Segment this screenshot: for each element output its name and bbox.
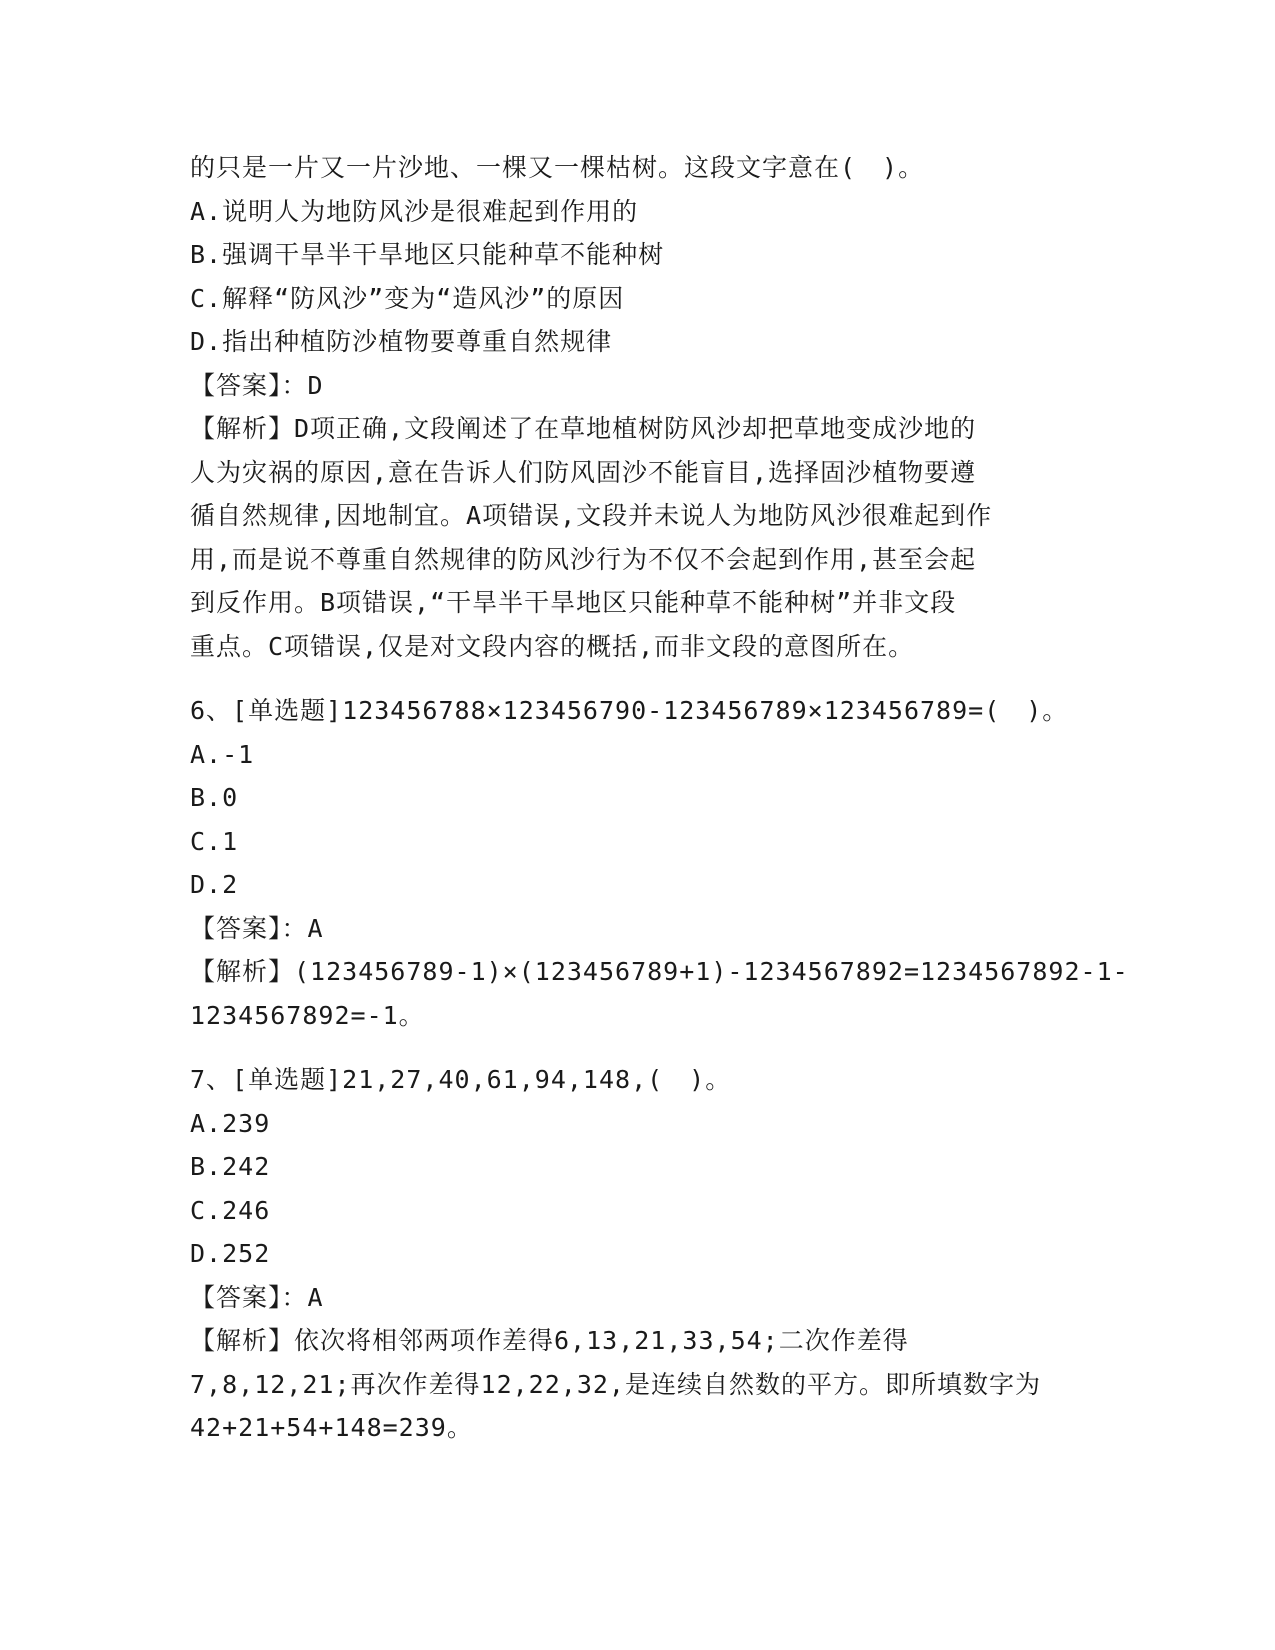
question-spacer [190, 1037, 1090, 1058]
option-a: A.239 [190, 1108, 271, 1138]
option-c: C.1 [190, 826, 239, 856]
question-stem: 的只是一片又一片沙地、一棵又一棵枯树。这段文字意在( )。 [190, 153, 925, 182]
question-5 [190, 146, 1090, 668]
option-b: B.强调干旱半干旱地区只能种草不能种树 [190, 240, 665, 269]
analysis-line: 1234567892=-1。 [190, 1000, 425, 1030]
option-c: C.解释“防风沙”变为“造风沙”的原因 [190, 283, 625, 313]
analysis-line: 42+21+54+148=239。 [190, 1413, 473, 1442]
question-stem: 6、[单选题]123456788×123456790-123456789×123456789=( )。 [190, 696, 1069, 725]
option-b: B.242 [190, 1152, 271, 1181]
analysis-line: 重点。C项错误,仅是对文段内容的概括,而非文段的意图所在。 [190, 631, 915, 661]
document-page [190, 146, 1129, 1450]
analysis-line: 到反作用。B项错误,“干旱半干旱地区只能种草不能种树”并非文段 [190, 588, 957, 617]
answer-line: 【答案】：A [190, 913, 324, 943]
option-d: D.252 [190, 1239, 271, 1268]
option-a: A.-1 [190, 739, 255, 769]
analysis-line: 用,而是说不尊重自然规律的防风沙行为不仅不会起到作用,甚至会起 [190, 544, 977, 574]
analysis-line: 【解析】依次将相邻两项作差得6,13,21,33,54;二次作差得 [190, 1326, 909, 1355]
answer-line: 【答案】：D [190, 370, 324, 400]
question-7 [190, 1058, 1090, 1450]
analysis-line: 【解析】(123456789-1)×(123456789+1)-1234567892=1234567892-1- [190, 957, 1129, 986]
option-c: C.246 [190, 1195, 271, 1225]
analysis-line: 7,8,12,21;再次作差得12,22,32,是连续自然数的平方。即所填数字为 [190, 1369, 1041, 1399]
question-spacer [190, 668, 1090, 689]
option-d: D.2 [190, 870, 239, 899]
question-stem: 7、[单选题]21,27,40,61,94,148,( )。 [190, 1065, 732, 1094]
analysis-line: 【解析】D项正确,文段阐述了在草地植树防风沙却把草地变成沙地的 [190, 414, 977, 443]
answer-line: 【答案】：A [190, 1282, 324, 1312]
analysis-line: 人为灾祸的原因,意在告诉人们防风固沙不能盲目,选择固沙植物要遵 [190, 457, 977, 487]
analysis-line: 循自然规律,因地制宜。A项错误,文段并未说人为地防风沙很难起到作 [190, 501, 993, 530]
option-a: A.说明人为地防风沙是很难起到作用的 [190, 196, 639, 226]
option-b: B.0 [190, 783, 239, 812]
option-d: D.指出种植防沙植物要尊重自然规律 [190, 327, 613, 356]
question-6 [190, 689, 1129, 1037]
